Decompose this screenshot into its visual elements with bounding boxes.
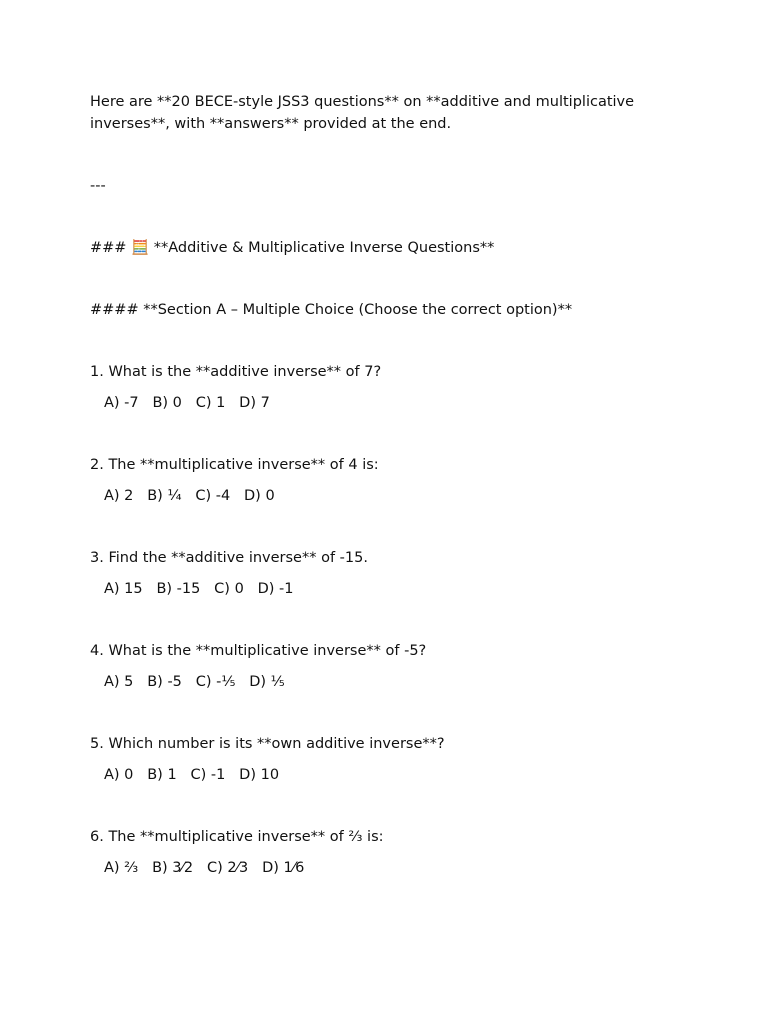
separator-line: --- — [90, 178, 106, 194]
question-text: 1. What is the **additive inverse** of 7? — [90, 364, 382, 380]
subsection-heading: #### **Section A – Multiple Choice (Choose the correct option)** — [90, 302, 573, 318]
section-heading: ### 🧮 **Additive & Multiplicative Inverse Questions** — [90, 240, 495, 256]
question-options: A) 5 B) -5 C) -⅕ D) ⅕ — [104, 674, 285, 690]
question-4 — [90, 640, 690, 693]
document-page — [90, 91, 690, 919]
question-options: A) ⅔ B) 3⁄2 C) 2⁄3 D) 1⁄6 — [104, 860, 305, 876]
question-text: 2. The **multiplicative inverse** of 4 is: — [90, 457, 379, 473]
question-1 — [90, 361, 690, 414]
question-3 — [90, 547, 690, 600]
question-text: 6. The **multiplicative inverse** of ⅔ is: — [90, 829, 384, 845]
question-options: A) 0 B) 1 C) -1 D) 10 — [104, 767, 280, 783]
question-6 — [90, 826, 690, 879]
question-options: A) 2 B) ¼ C) -4 D) 0 — [104, 488, 275, 504]
intro-paragraph: Here are **20 BECE-style JSS3 questions** on **additive and multiplicative inverses**, with **answers** provided at the end. — [90, 94, 639, 132]
question-options: A) 15 B) -15 C) 0 D) -1 — [104, 581, 294, 597]
question-options: A) -7 B) 0 C) 1 D) 7 — [104, 395, 270, 411]
question-text: 3. Find the **additive inverse** of -15. — [90, 550, 368, 566]
question-text: 4. What is the **multiplicative inverse** of -5? — [90, 643, 427, 659]
question-5 — [90, 733, 690, 786]
question-2 — [90, 454, 690, 507]
question-text: 5. Which number is its **own additive inverse**? — [90, 736, 445, 752]
